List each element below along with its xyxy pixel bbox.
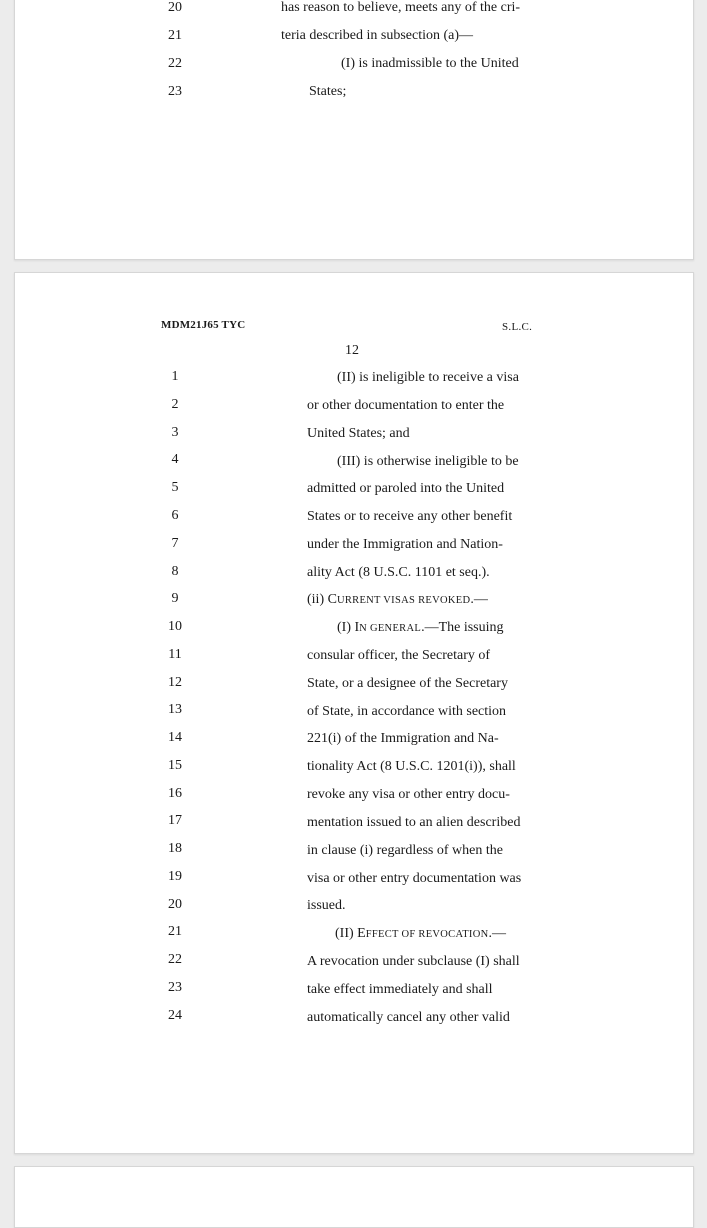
line-text: under the Immigration and Nation- (307, 537, 503, 552)
line-number: 22 (168, 952, 182, 967)
line-text: tionality Act (8 U.S.C. 1201(i)), shall (307, 759, 516, 774)
line-number: 13 (168, 702, 182, 717)
text-part: (II) E (335, 926, 366, 941)
line-number: 21 (168, 924, 182, 939)
line-number: 21 (168, 28, 182, 43)
line-text: teria described in subsection (a)— (281, 28, 474, 43)
line-number: 6 (171, 508, 179, 523)
line-text: mentation issued to an alien described (307, 815, 521, 830)
line-number: 19 (168, 869, 182, 884)
line-text (307, 591, 488, 610)
line-number: 24 (168, 1008, 182, 1023)
line-text: United States; and (307, 426, 410, 441)
line-number: 22 (168, 56, 182, 71)
line-text: of State, in accordance with section (307, 704, 507, 719)
line-text: automatically cancel any other valid (307, 1010, 510, 1025)
line-number: 7 (171, 536, 179, 551)
line-number: 2 (171, 397, 179, 412)
line-text: take effect immediately and shall (307, 982, 493, 997)
line-number: 15 (168, 758, 182, 773)
line-text: admitted or paroled into the United (307, 481, 505, 496)
document-page (14, 272, 694, 1154)
line-number: 23 (168, 84, 182, 99)
line-text: 221(i) of the Immigration and Na- (307, 731, 499, 746)
page-number: 12 (345, 343, 359, 358)
small-caps-heading: FFECT OF REVOCATION (365, 929, 489, 940)
line-number: 3 (171, 425, 179, 440)
line-text: States or to receive any other benefit (307, 509, 513, 524)
line-text (337, 619, 504, 638)
line-number: 18 (168, 841, 182, 856)
line-text: visa or other entry documentation was (307, 871, 522, 886)
line-text: (II) is ineligible to receive a visa (337, 370, 519, 385)
line-number: 20 (168, 897, 182, 912)
line-text: revoke any visa or other entry docu- (307, 787, 510, 802)
line-number: 17 (168, 813, 182, 828)
line-number: 1 (171, 369, 179, 384)
small-caps-heading: URRENT VISAS REVOKED (336, 595, 471, 606)
text-part: (I) I (337, 620, 360, 635)
text-part: .— (488, 926, 506, 941)
line-text (335, 925, 506, 944)
line-number: 23 (168, 980, 182, 995)
line-number: 11 (168, 647, 182, 662)
office-code: S.L.C. (502, 321, 533, 333)
line-number: 20 (168, 0, 182, 15)
line-number: 12 (168, 675, 182, 690)
line-text: or other documentation to enter the (307, 398, 505, 413)
line-number: 8 (171, 564, 179, 579)
line-text: (I) is inadmissible to the United (341, 56, 519, 71)
line-text: in clause (i) regardless of when the (307, 843, 503, 858)
text-part: .—The issuing (421, 620, 504, 635)
line-number: 9 (171, 591, 179, 606)
line-text: consular officer, the Secretary of (307, 648, 491, 663)
line-text: has reason to believe, meets any of the cri- (281, 0, 521, 15)
line-number: 14 (168, 730, 182, 745)
document-id: MDM21J65 TYC (161, 319, 246, 331)
line-number: 16 (168, 786, 182, 801)
text-part: .— (470, 592, 488, 607)
line-text: A revocation under subclause (I) shall (307, 954, 520, 969)
line-number: 5 (171, 480, 179, 495)
line-text: States; (309, 84, 347, 99)
text-part: (ii) C (307, 592, 337, 607)
line-text: ality Act (8 U.S.C. 1101 et seq.). (307, 565, 490, 580)
line-text: (III) is otherwise ineligible to be (337, 454, 519, 469)
next-page (14, 1166, 694, 1228)
line-number: 4 (171, 452, 179, 467)
line-text: State, or a designee of the Secretary (307, 676, 508, 691)
small-caps-heading: N GENERAL (359, 623, 422, 634)
previous-page (14, 0, 694, 260)
line-number: 10 (168, 619, 182, 634)
line-text: issued. (307, 898, 346, 913)
